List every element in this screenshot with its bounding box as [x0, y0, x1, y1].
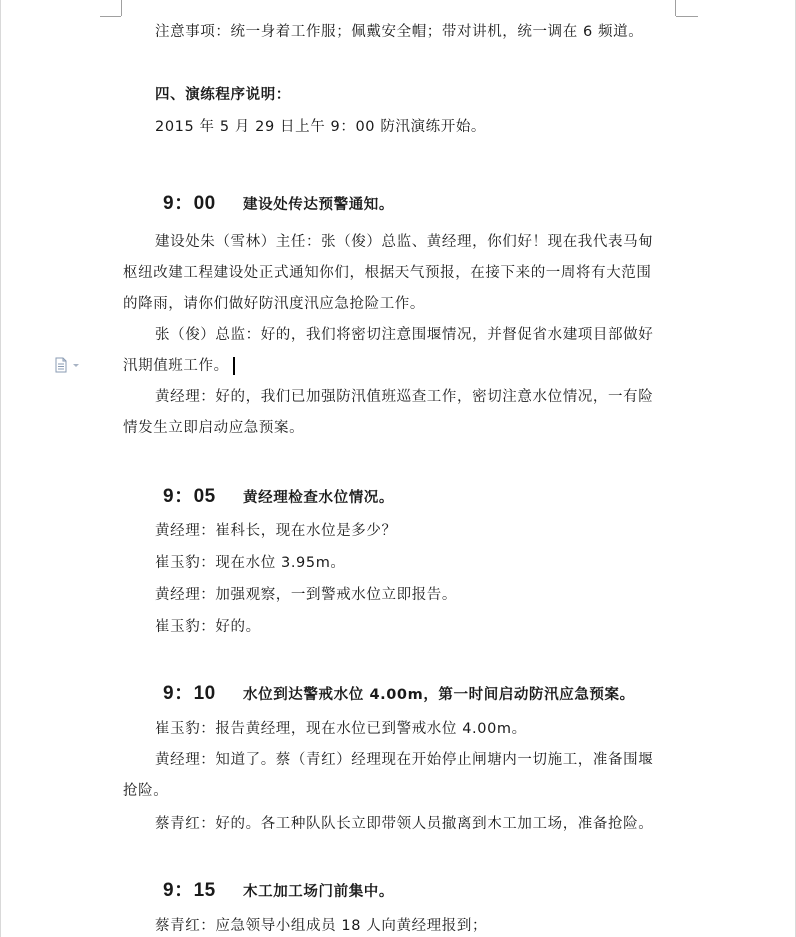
- paragraph-line: 黄经理：崔科长，现在水位是多少？: [155, 523, 397, 539]
- block-title: 水位到达警戒水位 4.00m，第一时间启动防汛应急预案。: [243, 687, 635, 703]
- paragraph-line: 建设处朱（雪林）主任：张（俊）总监、黄经理，你们好！现在我代表马甸: [155, 234, 654, 250]
- caret-down-icon: [73, 364, 79, 367]
- block-title: 黄经理检查水位情况。: [243, 490, 394, 506]
- section-heading: 四、演练程序说明：: [155, 87, 291, 103]
- block-title: 建设处传达预警通知。: [243, 197, 394, 213]
- crop-mark-top-right: [675, 0, 676, 16]
- paragraph-line: 情发生立即启动应急预案。: [123, 420, 305, 436]
- time-label: 9：00: [163, 193, 216, 214]
- crop-mark-top-left: [121, 0, 122, 16]
- paragraph-line: 崔玉豹：好的。: [155, 619, 261, 635]
- text-cursor: [233, 357, 235, 375]
- paragraph-line: 枢纽改建工程建设处正式通知你们，根据天气预报，在接下来的一周将有大范围: [123, 265, 652, 281]
- paragraph-line: 崔玉豹：报告黄经理，现在水位已到警戒水位 4.00m。: [155, 721, 527, 737]
- paragraph-line: 的降雨，请你们做好防汛度汛应急抢险工作。: [123, 296, 425, 312]
- document-icon[interactable]: [55, 357, 85, 373]
- page-left-edge: [0, 0, 1, 937]
- notice-line: 注意事项：统一身着工作服；佩戴安全帽；带对讲机，统一调在 6 频道。: [155, 24, 644, 40]
- crop-mark-top-left: [100, 16, 121, 17]
- time-label: 9：10: [163, 683, 216, 704]
- start-line: 2015 年 5 月 29 日上午 9：00 防汛演练开始。: [155, 119, 487, 135]
- paragraph-line: 黄经理：好的，我们已加强防汛值班巡查工作，密切注意水位情况，一有险: [155, 389, 654, 405]
- paragraph-line: 黄经理：加强观察，一到警戒水位立即报告。: [155, 587, 457, 603]
- time-label: 9：05: [163, 486, 216, 507]
- paragraph-line: 张（俊）总监：好的，我们将密切注意围堰情况，并督促省水建项目部做好: [155, 327, 654, 343]
- paragraph-line: 黄经理：知道了。蔡（青红）经理现在开始停止闸塘内一切施工，准备围堰: [155, 752, 654, 768]
- crop-mark-top-right: [676, 16, 698, 17]
- paragraph-line: 崔玉豹：现在水位 3.95m。: [155, 555, 346, 571]
- paragraph-line: 汛期值班工作。: [123, 358, 229, 374]
- paragraph-line: 蔡青红：好的。各工种队队长立即带领人员撤离到木工加工场，准备抢险。: [155, 816, 654, 832]
- time-label: 9：15: [163, 880, 216, 901]
- paragraph-line: 蔡青红：应急领导小组成员 18 人向黄经理报到；: [155, 918, 488, 934]
- block-title: 木工加工场门前集中。: [243, 884, 394, 900]
- paragraph-line: 抢险。: [123, 783, 169, 799]
